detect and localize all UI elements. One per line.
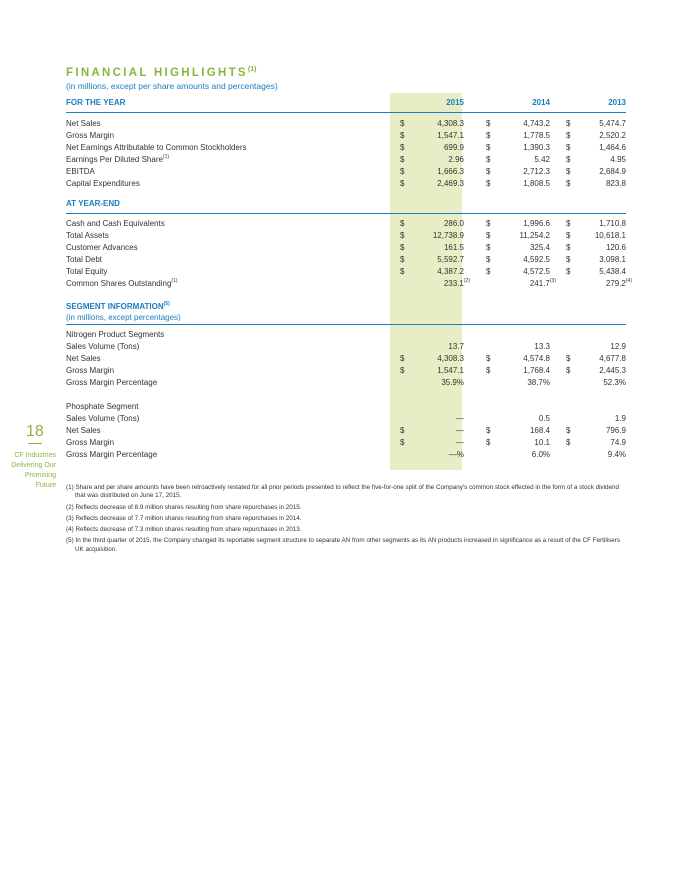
- cell-value: 279.2$^{(4)}$: [605, 278, 632, 288]
- table-row: [66, 218, 626, 230]
- dollar-sign: $: [486, 354, 491, 363]
- cell-value: 4.95: [610, 155, 626, 164]
- row-label: Cash and Cash Equivalents: [66, 219, 165, 228]
- for-the-year-header: [66, 98, 626, 110]
- footnote: (4) Reflects decrease of 7.3 million shares resulting from share repurchases in 2013.: [66, 526, 302, 534]
- dollar-sign: $: [400, 243, 405, 252]
- at-year-end-section: [66, 199, 632, 290]
- cell-value: 2,520.2: [599, 131, 626, 140]
- page-subtitle: (in millions, except per share amounts and percentages): [66, 81, 278, 91]
- cell-value: 286.0: [443, 219, 464, 228]
- dollar-sign: $: [486, 231, 491, 240]
- dollar-sign: $: [486, 366, 491, 375]
- table-row: [66, 341, 626, 353]
- cell-value: 5,474.7: [599, 119, 626, 128]
- row-label: Capital Expenditures: [66, 179, 140, 188]
- table-row: [66, 425, 626, 437]
- table-row: [66, 353, 626, 365]
- cell-value: 2.96: [448, 155, 464, 164]
- cell-value: 12,738.9: [432, 231, 464, 240]
- row-label: Net Sales: [66, 426, 101, 435]
- cell-value: 0.5: [538, 414, 550, 423]
- row-label: Customer Advances: [66, 243, 138, 252]
- table-row: [66, 242, 626, 254]
- table-row: [66, 278, 632, 290]
- cell-value: 35.9%: [441, 378, 464, 387]
- cell-value: 1,464.6: [599, 143, 626, 152]
- cell-value: 4,572.5: [523, 267, 550, 276]
- cell-value: 1,996.6: [523, 219, 550, 228]
- cell-value: 2,684.9: [599, 167, 626, 176]
- cell-value: —%: [448, 450, 464, 459]
- cell-value: 4,677.8: [599, 354, 626, 363]
- segment-subheading: (in millions, except percentages): [66, 313, 181, 322]
- table-row: [66, 266, 626, 278]
- for-the-year-heading: FOR THE YEAR: [66, 98, 126, 107]
- table-row: [66, 413, 626, 425]
- cell-value: 2,445.3: [599, 366, 626, 375]
- cell-value: 1,768.4: [523, 366, 550, 375]
- year-2013: 2013: [608, 98, 626, 107]
- row-label: Total Debt: [66, 255, 103, 264]
- nitrogen-segment-label: Nitrogen Product Segments: [66, 330, 165, 339]
- dollar-sign: $: [400, 155, 405, 164]
- dollar-sign: $: [400, 231, 405, 240]
- row-label: Earnings Per Diluted Share$^{(1)}$: [66, 154, 170, 164]
- dollar-sign: $: [486, 167, 491, 176]
- page-title: FINANCIAL HIGHLIGHTS$^{(1)}$: [66, 66, 257, 79]
- table-row: [66, 166, 626, 178]
- table-row: [66, 118, 626, 130]
- cell-value: 52.3%: [603, 378, 626, 387]
- row-label: Sales Volume (Tons): [66, 342, 140, 351]
- cell-value: 6.0%: [531, 450, 550, 459]
- dollar-sign: $: [566, 366, 571, 375]
- cell-value: 4,743.2: [523, 119, 550, 128]
- table-row: [66, 178, 626, 190]
- dollar-sign: $: [566, 131, 571, 140]
- cell-value: —: [456, 426, 464, 435]
- table-row: [66, 377, 626, 389]
- cell-value: 823.8: [605, 179, 626, 188]
- dollar-sign: $: [400, 179, 405, 188]
- cell-value: 5,438.4: [599, 267, 626, 276]
- dollar-sign: $: [400, 255, 405, 264]
- row-label: Common Shares Outstanding$^{(1)}$: [66, 278, 178, 288]
- cell-value: 1,390.3: [523, 143, 550, 152]
- cell-value: 1,710.8: [599, 219, 626, 228]
- cell-value: 38.7%: [527, 378, 550, 387]
- dollar-sign: $: [400, 167, 405, 176]
- cell-value: 1.9: [614, 414, 626, 423]
- dollar-sign: $: [566, 267, 571, 276]
- dollar-sign: $: [566, 143, 571, 152]
- dollar-sign: $: [566, 231, 571, 240]
- nitrogen-rows: [66, 341, 626, 389]
- dollar-sign: $: [486, 179, 491, 188]
- dollar-sign: $: [486, 219, 491, 228]
- page-number-rule: [28, 443, 42, 444]
- table-row: [66, 130, 626, 142]
- cell-value: 4,308.3: [437, 354, 464, 363]
- row-label: Gross Margin Percentage: [66, 450, 158, 459]
- dollar-sign: $: [566, 438, 571, 447]
- cell-value: 4,592.5: [523, 255, 550, 264]
- cell-value: 11,254.2: [519, 231, 550, 240]
- cell-value: 161.5: [443, 243, 464, 252]
- dollar-sign: $: [486, 426, 491, 435]
- cell-value: 325.4: [529, 243, 550, 252]
- segment-heading: SEGMENT INFORMATION$^{(5)}$: [66, 301, 170, 311]
- dollar-sign: $: [566, 255, 571, 264]
- row-label: Gross Margin Percentage: [66, 378, 158, 387]
- table-row: [66, 254, 626, 266]
- cell-value: 1,778.5: [523, 131, 550, 140]
- cell-value: 241.7$^{(3)}$: [529, 278, 556, 288]
- cell-value: 1,547.1: [437, 131, 464, 140]
- row-label: Total Equity: [66, 267, 108, 276]
- dollar-sign: $: [400, 354, 405, 363]
- cell-value: 1,808.5: [523, 179, 550, 188]
- row-label: Sales Volume (Tons): [66, 414, 140, 423]
- dollar-sign: $: [486, 255, 491, 264]
- cell-value: 1,666.3: [437, 167, 464, 176]
- footnote: (5) In the third quarter of 2015, the Company changed its reportable segment structure to separate AN from other segments as its AN products increased in significance as a result of the CF Fertilisers UK acquisition.: [66, 537, 621, 553]
- at-year-end-header: AT YEAR-END: [66, 199, 120, 208]
- dollar-sign: $: [486, 267, 491, 276]
- cell-value: 4,574.8: [523, 354, 550, 363]
- dollar-sign: $: [486, 131, 491, 140]
- cell-value: 12.9: [610, 342, 626, 351]
- cell-value: 4,308.3: [437, 119, 464, 128]
- dollar-sign: $: [400, 366, 405, 375]
- dollar-sign: $: [566, 179, 571, 188]
- table-row: [66, 437, 626, 449]
- cell-value: 1,547.1: [437, 366, 464, 375]
- row-label: Net Earnings Attributable to Common Stockholders: [66, 143, 247, 152]
- cell-value: —: [456, 438, 464, 447]
- title-footnote-ref: (1): [247, 66, 257, 73]
- table-row: [66, 365, 626, 377]
- phosphate-segment-label: Phosphate Segment: [66, 402, 139, 411]
- dollar-sign: $: [566, 219, 571, 228]
- cell-value: 3,098.1: [599, 255, 626, 264]
- dollar-sign: $: [566, 243, 571, 252]
- cell-value: 10,618.1: [594, 231, 626, 240]
- table-row: [66, 154, 626, 166]
- cell-value: 2,712.3: [523, 167, 550, 176]
- at-year-end-rows: [66, 218, 632, 290]
- dollar-sign: $: [400, 131, 405, 140]
- cell-value: 5.42: [534, 155, 550, 164]
- cell-value: 233.1$^{(2)}$: [443, 278, 470, 288]
- row-label: Gross Margin: [66, 131, 115, 140]
- page-number: 18: [26, 423, 44, 440]
- dollar-sign: $: [566, 426, 571, 435]
- footnote: (3) Reflects decrease of 7.7 million shares resulting from share repurchases in 2014.: [66, 514, 302, 522]
- table-row: [66, 230, 626, 242]
- cell-value: 4,387.2: [437, 267, 464, 276]
- cell-value: 74.9: [610, 438, 626, 447]
- footnote: (1) Share and per share amounts have been retroactively restated for all prior periods presented to reflect the five-for-one split of the Company's common stock effected in the form of a stock dividend that was distributed on June 17, 2015.: [66, 484, 620, 500]
- footnote: (2) Reflects decrease of 8.9 million shares resulting from share repurchases in 2015.: [66, 503, 302, 511]
- row-label: Gross Margin: [66, 366, 115, 375]
- dollar-sign: $: [486, 438, 491, 447]
- phosphate-rows: [66, 413, 626, 461]
- dollar-sign: $: [486, 155, 491, 164]
- dollar-sign: $: [400, 267, 405, 276]
- dollar-sign: $: [566, 167, 571, 176]
- cell-value: 120.6: [605, 243, 626, 252]
- cell-value: 5,592.7: [437, 255, 464, 264]
- table-row: [66, 449, 626, 461]
- cell-value: 796.9: [605, 426, 626, 435]
- cell-value: —: [456, 414, 464, 423]
- cell-value: 10.1: [534, 438, 550, 447]
- footnotes: [66, 484, 626, 557]
- for-the-year-section: [66, 98, 626, 190]
- dollar-sign: $: [486, 243, 491, 252]
- sidebar-tagline: CF Industries Delivering Our Promising Future: [11, 452, 56, 489]
- segment-section: [66, 301, 626, 461]
- table-row: [66, 142, 626, 154]
- dollar-sign: $: [566, 155, 571, 164]
- cell-value: 699.9: [443, 143, 464, 152]
- dollar-sign: $: [400, 438, 405, 447]
- year-2015: 2015: [446, 98, 464, 107]
- dollar-sign: $: [400, 143, 405, 152]
- dollar-sign: $: [566, 119, 571, 128]
- row-label: Net Sales: [66, 119, 101, 128]
- cell-value: 168.4: [529, 426, 550, 435]
- dollar-sign: $: [486, 119, 491, 128]
- row-label: EBITDA: [66, 167, 95, 176]
- year-2014: 2014: [532, 98, 550, 107]
- dollar-sign: $: [566, 354, 571, 363]
- dollar-sign: $: [400, 426, 405, 435]
- dollar-sign: $: [400, 219, 405, 228]
- cell-value: 2,469.3: [437, 179, 464, 188]
- for-the-year-rows: [66, 118, 626, 190]
- cell-value: 9.4%: [607, 450, 626, 459]
- dollar-sign: $: [486, 143, 491, 152]
- row-label: Gross Margin: [66, 438, 115, 447]
- dollar-sign: $: [400, 119, 405, 128]
- row-label: Net Sales: [66, 354, 101, 363]
- cell-value: 13.7: [448, 342, 464, 351]
- cell-value: 13.3: [534, 342, 550, 351]
- row-label: Total Assets: [66, 231, 109, 240]
